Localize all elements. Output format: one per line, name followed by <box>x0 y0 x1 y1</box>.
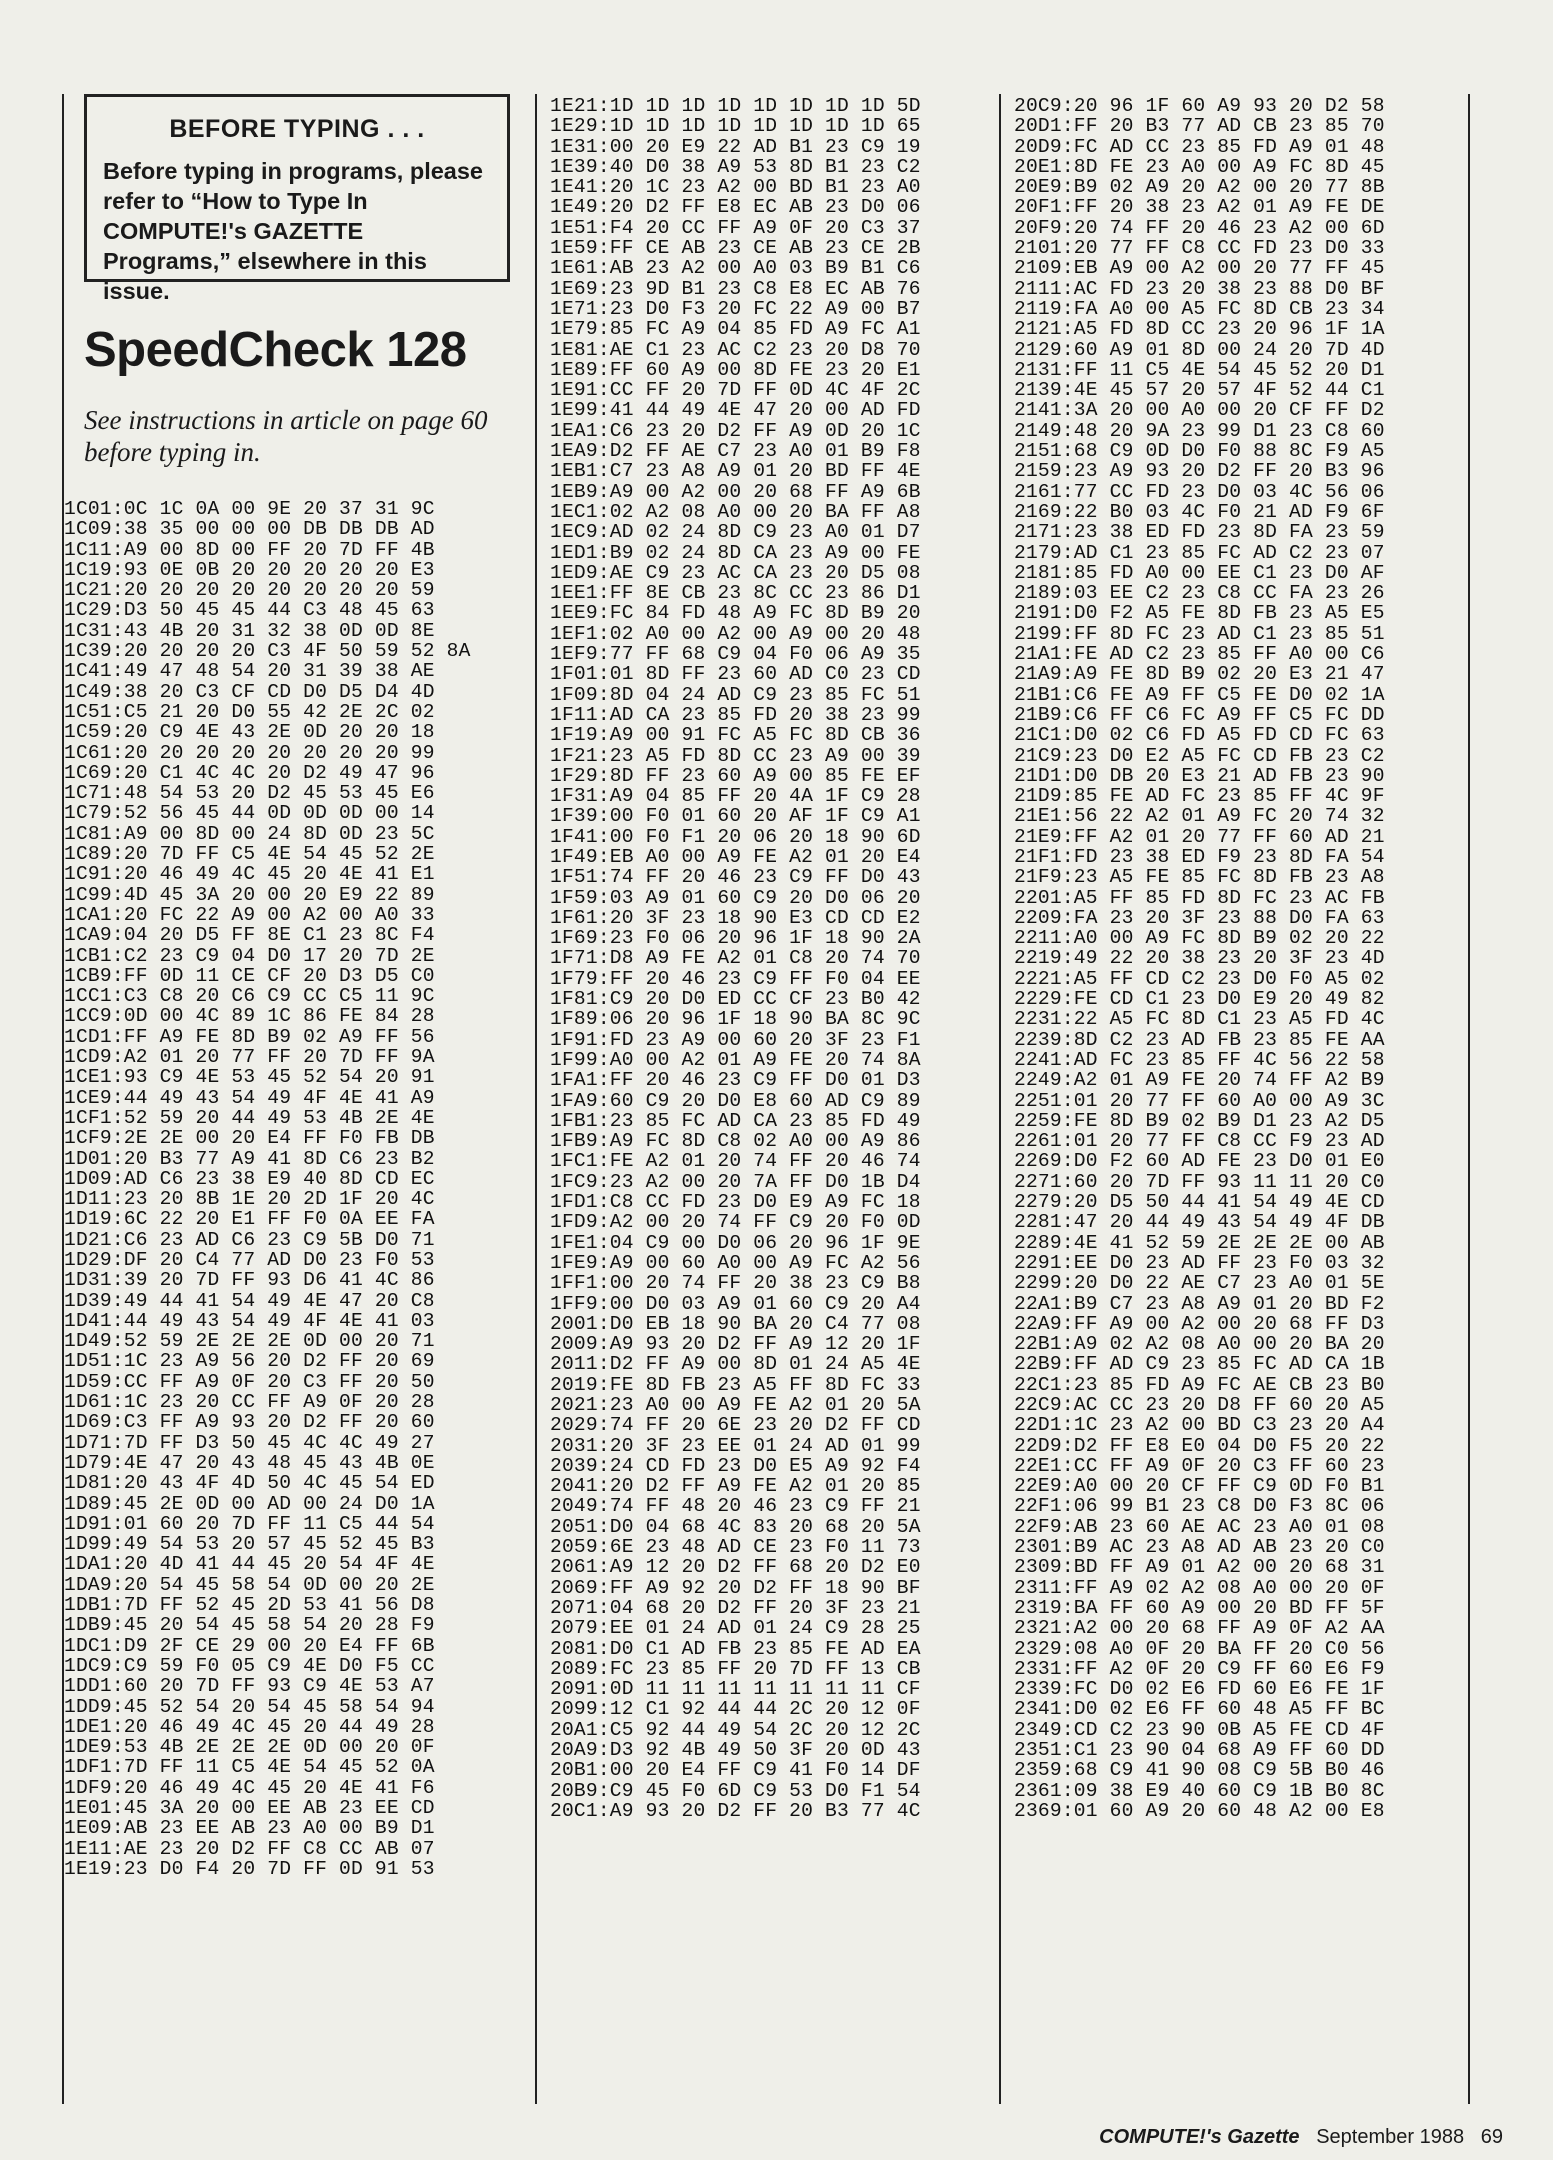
listing-line: 2131:FF 11 C5 4E 54 45 52 20 D1 <box>1014 358 1385 381</box>
listing-line: 1E99:41 44 49 4E 47 20 00 AD FD <box>550 399 921 422</box>
issue-date: September 1988 <box>1316 2126 1465 2148</box>
listing-line: 20F1:FF 20 38 23 A2 01 A9 FE DE <box>1014 196 1385 219</box>
listing-line: 1F99:A0 00 A2 01 A9 FE 20 74 8A <box>550 1048 921 1071</box>
listing-line: 1E29:1D 1D 1D 1D 1D 1D 1D 1D 65 <box>550 115 921 138</box>
listing-line: 2129:60 A9 01 8D 00 24 20 7D 4D <box>1014 338 1385 361</box>
article-instructions: See instructions in article on page 60 before typing in. <box>84 405 488 467</box>
listing-line: 1C39:20 20 20 20 C3 4F 50 59 52 8A <box>64 640 471 663</box>
listing-line: 1F61:20 3F 23 18 90 E3 CD CD E2 <box>550 906 921 929</box>
before-typing-notice <box>84 94 510 304</box>
listing-line: 22B1:A9 02 A2 08 A0 00 20 BA 20 <box>1014 1333 1385 1356</box>
listing-line: 20A1:C5 92 44 49 54 2C 20 12 2C <box>550 1718 921 1741</box>
listing-line: 2281:47 20 44 49 43 54 49 4F DB <box>1014 1211 1385 1234</box>
listing-line: 1DC1:D9 2F CE 29 00 20 E4 FF 6B <box>64 1634 435 1657</box>
listing-line: 1F11:AD CA 23 85 FD 20 38 23 99 <box>550 703 921 726</box>
listing-line: 2191:D0 F2 A5 FE 8D FB 23 A5 E5 <box>1014 602 1385 625</box>
listing-line: 1E31:00 20 E9 22 AD B1 23 C9 19 <box>550 135 921 158</box>
listing-line: 1FC1:FE A2 01 20 74 FF 20 46 74 <box>550 1150 921 1173</box>
column-divider-2 <box>999 94 1001 2104</box>
listing-line: 20C9:20 96 1F 60 A9 93 20 D2 58 <box>1014 95 1385 117</box>
listing-line: 1DE9:53 4B 2E 2E 2E 0D 00 20 0F <box>64 1736 435 1759</box>
listing-line: 2301:B9 AC 23 A8 AD AB 23 20 C0 <box>1014 1536 1385 1559</box>
listing-line: 21E1:56 22 A2 01 A9 FC 20 74 32 <box>1014 805 1385 828</box>
listing-line: 1D09:AD C6 23 38 E9 40 8D CD EC <box>64 1167 435 1190</box>
listing-column-2 <box>550 96 998 1821</box>
listing-line: 21F1:FD 23 38 ED F9 23 8D FA 54 <box>1014 845 1385 868</box>
listing-line: 1F91:FD 23 A9 00 60 20 3F 23 F1 <box>550 1028 921 1051</box>
listing-line: 1C99:4D 45 3A 20 00 20 E9 22 89 <box>64 883 435 906</box>
listing-line: 2151:68 C9 0D D0 F0 88 8C F9 A5 <box>1014 440 1385 463</box>
listing-line: 1E39:40 D0 38 A9 53 8D B1 23 C2 <box>550 155 921 178</box>
listing-line: 1FF9:00 D0 03 A9 01 60 C9 20 A4 <box>550 1292 921 1315</box>
listing-line: 1CE9:44 49 43 54 49 4F 4E 41 A9 <box>64 1086 435 1109</box>
listing-line: 2079:EE 01 24 AD 01 24 C9 28 25 <box>550 1617 921 1640</box>
listing-line: 2251:01 20 77 FF 60 A0 00 A9 3C <box>1014 1089 1385 1112</box>
listing-line: 2369:01 60 A9 20 60 48 A2 00 E8 <box>1014 1799 1385 1822</box>
listing-line: 1C01:0C 1C 0A 00 9E 20 37 31 9C <box>64 498 435 520</box>
listing-line: 1E19:23 D0 F4 20 7D FF 0D 91 53 <box>64 1857 435 1880</box>
listing-line: 1EF9:77 FF 68 C9 04 F0 06 A9 35 <box>550 643 921 666</box>
listing-line: 2119:FA A0 00 A5 FC 8D CB 23 34 <box>1014 297 1385 320</box>
listing-line: 20D9:FC AD CC 23 85 FD A9 01 48 <box>1014 135 1385 158</box>
listing-line: 1D11:23 20 8B 1E 20 2D 1F 20 4C <box>64 1188 435 1211</box>
listing-line: 1FD1:C8 CC FD 23 D0 E9 A9 FC 18 <box>550 1191 921 1214</box>
listing-line: 2319:BA FF 60 A9 00 20 BD FF 5F <box>1014 1596 1385 1619</box>
listing-line: 2169:22 B0 03 4C F0 21 AD F9 6F <box>1014 500 1385 523</box>
listing-line: 1C29:D3 50 45 45 44 C3 48 45 63 <box>64 599 435 622</box>
listing-line: 1F71:D8 A9 FE A2 01 C8 20 74 70 <box>550 947 921 970</box>
listing-line: 1E11:AE 23 20 D2 FF C8 CC AB 07 <box>64 1837 435 1860</box>
notice-heading: BEFORE TYPING . . . <box>169 115 425 143</box>
listing-line: 1F19:A9 00 91 FC A5 FC 8D CB 36 <box>550 724 921 747</box>
listing-line: 20D1:FF 20 B3 77 AD CB 23 85 70 <box>1014 115 1385 138</box>
listing-line: 1C49:38 20 C3 CF CD D0 D5 D4 4D <box>64 680 435 703</box>
listing-line: 2189:03 EE C2 23 C8 CC FA 23 26 <box>1014 582 1385 605</box>
listing-line: 1EA1:C6 23 20 D2 FF A9 0D 20 1C <box>550 419 921 442</box>
listing-line: 2139:4E 45 57 20 57 4F 52 44 C1 <box>1014 379 1385 402</box>
listing-line: 1EF1:02 A0 00 A2 00 A9 00 20 48 <box>550 622 921 645</box>
listing-line: 22A9:FF A9 00 A2 00 20 68 FF D3 <box>1014 1312 1385 1335</box>
listing-line: 1D49:52 59 2E 2E 2E 0D 00 20 71 <box>64 1330 435 1353</box>
listing-line: 22C9:AC CC 23 20 D8 FF 60 20 A5 <box>1014 1394 1385 1416</box>
listing-line: 22B9:FF AD C9 23 85 FC AD CA 1B <box>1014 1353 1385 1376</box>
listing-line: 2081:D0 C1 AD FB 23 85 FE AD EA <box>550 1637 921 1660</box>
listing-line: 1FA1:FF 20 46 23 C9 FF D0 01 D3 <box>550 1069 921 1092</box>
listing-line: 1CD1:FF A9 FE 8D B9 02 A9 FF 56 <box>64 1025 435 1048</box>
listing-line: 1E61:AB 23 A2 00 A0 03 B9 B1 C6 <box>550 257 921 280</box>
listing-line: 1EE9:FC 84 FD 48 A9 FC 8D B9 20 <box>550 602 921 625</box>
listing-line: 2121:A5 FD 8D CC 23 20 96 1F 1A <box>1014 318 1385 341</box>
listing-line: 2059:6E 23 48 AD CE 23 F0 11 73 <box>550 1536 921 1559</box>
listing-line: 1D61:1C 23 20 CC FF A9 0F 20 28 <box>64 1391 435 1414</box>
listing-line: 2031:20 3F 23 EE 01 24 AD 01 99 <box>550 1434 921 1457</box>
listing-line: 22F1:06 99 B1 23 C8 D0 F3 8C 06 <box>1014 1495 1385 1518</box>
listing-line: 20A9:D3 92 4B 49 50 3F 20 0D 43 <box>550 1739 921 1762</box>
listing-line: 2339:FC D0 02 E6 FD 60 E6 FE 1F <box>1014 1678 1385 1701</box>
listing-line: 1D39:49 44 41 54 49 4E 47 20 C8 <box>64 1289 435 1312</box>
listing-line: 2299:20 D0 22 AE C7 23 A0 01 5E <box>1014 1272 1385 1295</box>
listing-line: 1F21:23 A5 FD 8D CC 23 A9 00 39 <box>550 744 921 767</box>
listing-line: 2231:22 A5 FC 8D C1 23 A5 FD 4C <box>1014 1008 1385 1031</box>
listing-line: 1D01:20 B3 77 A9 41 8D C6 23 B2 <box>64 1147 435 1170</box>
listing-line: 21B9:C6 FF C6 FC A9 FF C5 FC DD <box>1014 703 1385 726</box>
listing-line: 2271:60 20 7D FF 93 11 11 20 C0 <box>1014 1170 1385 1193</box>
listing-line: 1C69:20 C1 4C 4C 20 D2 49 47 96 <box>64 761 435 784</box>
listing-line: 2171:23 38 ED FD 23 8D FA 23 59 <box>1014 521 1385 544</box>
magazine-name: COMPUTE!'s Gazette <box>1099 2126 1300 2148</box>
listing-line: 2101:20 77 FF C8 CC FD 23 D0 33 <box>1014 237 1385 260</box>
listing-line: 2049:74 FF 48 20 46 23 C9 FF 21 <box>550 1495 921 1518</box>
listing-line: 1C91:20 46 49 4C 45 20 4E 41 E1 <box>64 863 435 886</box>
listing-line: 1C31:43 4B 20 31 32 38 0D 0D 8E <box>64 619 435 642</box>
listing-line: 1E51:F4 20 CC FF A9 0F 20 C3 37 <box>550 216 921 239</box>
listing-line: 1FB9:A9 FC 8D C8 02 A0 00 A9 86 <box>550 1130 921 1153</box>
listing-line: 1DC9:C9 59 F0 05 C9 4E D0 F5 CC <box>64 1654 435 1677</box>
listing-line: 2041:20 D2 FF A9 FE A2 01 20 85 <box>550 1475 921 1498</box>
listing-line: 22E9:A0 00 20 CF FF C9 0D F0 B1 <box>1014 1475 1385 1498</box>
listing-line: 1F09:8D 04 24 AD C9 23 85 FC 51 <box>550 683 921 706</box>
listing-line: 2229:FE CD C1 23 D0 E9 20 49 82 <box>1014 988 1385 1011</box>
listing-line: 1FD9:A2 00 20 74 FF C9 20 F0 0D <box>550 1211 921 1234</box>
listing-line: 1CF1:52 59 20 44 49 53 4B 2E 4E <box>64 1106 435 1129</box>
article-title: SpeedCheck 128 <box>84 323 467 377</box>
listing-line: 1DB1:7D FF 52 45 2D 53 41 56 D8 <box>64 1594 435 1617</box>
listing-line: 1F49:EB A0 00 A9 FE A2 01 20 E4 <box>550 845 921 868</box>
listing-line: 2051:D0 04 68 4C 83 20 68 20 5A <box>550 1515 921 1538</box>
listing-line: 21D9:85 FE AD FC 23 85 FF 4C 9F <box>1014 785 1385 808</box>
listing-line: 1D41:44 49 43 54 49 4F 4E 41 03 <box>64 1309 435 1332</box>
listing-line: 2311:FF A9 02 A2 08 A0 00 20 0F <box>1014 1576 1385 1599</box>
listing-line: 1CC1:C3 C8 20 C6 C9 CC C5 11 9C <box>64 985 435 1008</box>
listing-line: 1DA9:20 54 45 58 54 0D 00 20 2E <box>64 1573 435 1596</box>
listing-line: 20B9:C9 45 F0 6D C9 53 D0 F1 54 <box>550 1779 921 1802</box>
listing-line: 1DD9:45 52 54 20 54 45 58 54 94 <box>64 1695 435 1718</box>
listing-lines <box>550 96 998 1821</box>
listing-line: 1CB9:FF 0D 11 CE CF 20 D3 D5 C0 <box>64 964 435 987</box>
listing-line: 1E71:23 D0 F3 20 FC 22 A9 00 B7 <box>550 297 921 320</box>
listing-line: 2021:23 A0 00 A9 FE A2 01 20 5A <box>550 1394 921 1416</box>
listing-line: 1DF9:20 46 49 4C 45 20 4E 41 F6 <box>64 1776 435 1799</box>
listing-line: 1D79:4E 47 20 43 48 45 43 4B 0E <box>64 1451 435 1474</box>
listing-line: 1C41:49 47 48 54 20 31 39 38 AE <box>64 660 435 683</box>
listing-line: 1E69:23 9D B1 23 C8 E8 EC AB 76 <box>550 277 921 300</box>
listing-line: 1FC9:23 A2 00 20 7A FF D0 1B D4 <box>550 1170 921 1193</box>
listing-line: 2111:AC FD 23 20 38 23 88 D0 BF <box>1014 277 1385 300</box>
listing-line: 1D21:C6 23 AD C6 23 C9 5B D0 71 <box>64 1228 435 1251</box>
listing-line: 1D31:39 20 7D FF 93 D6 41 4C 86 <box>64 1269 435 1292</box>
listing-line: 2011:D2 FF A9 00 8D 01 24 A5 4E <box>550 1353 921 1376</box>
listing-line: 1F29:8D FF 23 60 A9 00 85 FE EF <box>550 764 921 787</box>
listing-line: 1EC1:02 A2 08 A0 00 20 BA FF A8 <box>550 500 921 523</box>
listing-line: 2351:C1 23 90 04 68 A9 FF 60 DD <box>1014 1739 1385 1762</box>
listing-line: 1CB1:C2 23 C9 04 D0 17 20 7D 2E <box>64 944 435 967</box>
listing-line: 2159:23 A9 93 20 D2 FF 20 B3 96 <box>1014 460 1385 483</box>
listing-line: 21A1:FE AD C2 23 85 FF A0 00 C6 <box>1014 643 1385 666</box>
listing-line: 1D19:6C 22 20 E1 FF F0 0A EE FA <box>64 1208 435 1231</box>
listing-line: 1E21:1D 1D 1D 1D 1D 1D 1D 1D 5D <box>550 95 921 117</box>
listing-line: 1CE1:93 C9 4E 53 45 52 54 20 91 <box>64 1066 435 1089</box>
listing-line: 2279:20 D5 50 44 41 54 49 4E CD <box>1014 1191 1385 1214</box>
listing-line: 2179:AD C1 23 85 FC AD C2 23 07 <box>1014 541 1385 564</box>
listing-line: 2361:09 38 E9 40 60 C9 1B B0 8C <box>1014 1779 1385 1802</box>
listing-line: 1D91:01 60 20 7D FF 11 C5 44 54 <box>64 1512 435 1535</box>
listing-line: 22E1:CC FF A9 0F 20 C3 FF 60 23 <box>1014 1454 1385 1477</box>
listing-line: 2291:EE D0 23 AD FF 23 F0 03 32 <box>1014 1251 1385 1274</box>
listing-line: 21D1:D0 DB 20 E3 21 AD FB 23 90 <box>1014 764 1385 787</box>
page-number: 69 <box>1480 2126 1503 2148</box>
listing-line: 22F9:AB 23 60 AE AC 23 A0 01 08 <box>1014 1515 1385 1538</box>
listing-line: 2019:FE 8D FB 23 A5 FF 8D FC 33 <box>550 1373 921 1396</box>
listing-line: 1CF9:2E 2E 00 20 E4 FF F0 FB DB <box>64 1127 435 1150</box>
listing-column-3 <box>1014 96 1466 1821</box>
listing-line: 1C59:20 C9 4E 43 2E 0D 20 20 18 <box>64 721 435 744</box>
listing-line: 22A1:B9 C7 23 A8 A9 01 20 BD F2 <box>1014 1292 1385 1315</box>
listing-line: 1FE1:04 C9 00 D0 06 20 96 1F 9E <box>550 1231 921 1254</box>
listing-line: 2091:0D 11 11 11 11 11 11 11 CF <box>550 1678 921 1701</box>
listing-line: 2161:77 CC FD 23 D0 03 4C 56 06 <box>1014 480 1385 503</box>
listing-line: 1D89:45 2E 0D 00 AD 00 24 D0 1A <box>64 1492 435 1515</box>
listing-line: 20E1:8D FE 23 A0 00 A9 FC 8D 45 <box>1014 155 1385 178</box>
listing-line: 1DD1:60 20 7D FF 93 C9 4E 53 A7 <box>64 1675 435 1698</box>
right-column-rule <box>1468 94 1470 2104</box>
listing-line: 2061:A9 12 20 D2 FF 68 20 D2 E0 <box>550 1556 921 1579</box>
listing-line: 1EB1:C7 23 A8 A9 01 20 BD FF 4E <box>550 460 921 483</box>
listing-line: 1FF1:00 20 74 FF 20 38 23 C9 B8 <box>550 1272 921 1295</box>
listing-line: 1C21:20 20 20 20 20 20 20 20 59 <box>64 579 435 602</box>
listing-line: 1F79:FF 20 46 23 C9 FF F0 04 EE <box>550 967 921 990</box>
listing-line: 1D99:49 54 53 20 57 45 52 45 B3 <box>64 1533 435 1556</box>
listing-line: 2359:68 C9 41 90 08 C9 5B B0 46 <box>1014 1759 1385 1782</box>
listing-line: 1F39:00 F0 01 60 20 AF 1F C9 A1 <box>550 805 921 828</box>
listing-line: 2199:FF 8D FC 23 AD C1 23 85 51 <box>1014 622 1385 645</box>
listing-line: 21B1:C6 FE A9 FF C5 FE D0 02 1A <box>1014 683 1385 706</box>
listing-line: 1DE1:20 46 49 4C 45 20 44 49 28 <box>64 1715 435 1738</box>
listing-line: 21C9:23 D0 E2 A5 FC CD FB 23 C2 <box>1014 744 1385 767</box>
listing-lines <box>1014 96 1466 1821</box>
listing-line: 20F9:20 74 FF 20 46 23 A2 00 6D <box>1014 216 1385 239</box>
column-divider-1 <box>535 94 537 2104</box>
listing-line: 21E9:FF A2 01 20 77 FF 60 AD 21 <box>1014 825 1385 848</box>
listing-line: 2141:3A 20 00 A0 00 20 CF FF D2 <box>1014 399 1385 422</box>
listing-line: 1F41:00 F0 F1 20 06 20 18 90 6D <box>550 825 921 848</box>
listing-line: 2269:D0 F2 60 AD FE 23 D0 01 E0 <box>1014 1150 1385 1173</box>
listing-line: 1C89:20 7D FF C5 4E 54 45 52 2E <box>64 843 435 866</box>
listing-line: 1FA9:60 C9 20 D0 E8 60 AD C9 89 <box>550 1089 921 1112</box>
listing-line: 1CC9:0D 00 4C 89 1C 86 FE 84 28 <box>64 1005 435 1028</box>
listing-line: 1E59:FF CE AB 23 CE AB 23 CE 2B <box>550 237 921 260</box>
listing-line: 2309:BD FF A9 01 A2 00 20 68 31 <box>1014 1556 1385 1579</box>
listing-line: 1C51:C5 21 20 D0 55 42 2E 2C 02 <box>64 700 435 723</box>
listing-line: 2069:FF A9 92 20 D2 FF 18 90 BF <box>550 1576 921 1599</box>
listing-line: 2029:74 FF 20 6E 23 20 D2 FF CD <box>550 1414 921 1437</box>
listing-line: 2089:FC 23 85 FF 20 7D FF 13 CB <box>550 1657 921 1680</box>
listing-line: 2149:48 20 9A 23 99 D1 23 C8 60 <box>1014 419 1385 442</box>
listing-line: 1EE1:FF 8E CB 23 8C CC 23 86 D1 <box>550 582 921 605</box>
listing-line: 1DA1:20 4D 41 44 45 20 54 4F 4E <box>64 1553 435 1576</box>
listing-line: 1D81:20 43 4F 4D 50 4C 45 54 ED <box>64 1472 435 1495</box>
listing-line: 1CA9:04 20 D5 FF 8E C1 23 8C F4 <box>64 924 435 947</box>
listing-line: 1F69:23 F0 06 20 96 1F 18 90 2A <box>550 927 921 950</box>
listing-line: 1CA1:20 FC 22 A9 00 A2 00 A0 33 <box>64 903 435 926</box>
listing-line: 22D9:D2 FF E8 E0 04 D0 F5 20 22 <box>1014 1434 1385 1457</box>
listing-line: 1DF1:7D FF 11 C5 4E 54 45 52 0A <box>64 1756 435 1779</box>
listing-line: 1ED9:AE C9 23 AC CA 23 20 D5 08 <box>550 561 921 584</box>
listing-line: 1C79:52 56 45 44 0D 0D 0D 00 14 <box>64 802 435 825</box>
listing-column-1 <box>64 499 534 1879</box>
listing-line: 2099:12 C1 92 44 44 2C 20 12 0F <box>550 1698 921 1721</box>
listing-line: 1EB9:A9 00 A2 00 20 68 FF A9 6B <box>550 480 921 503</box>
listing-line: 21F9:23 A5 FE 85 FC 8D FB 23 A8 <box>1014 866 1385 889</box>
listing-line: 1ED1:B9 02 24 8D CA 23 A9 00 FE <box>550 541 921 564</box>
listing-line: 1C71:48 54 53 20 D2 45 53 45 E6 <box>64 782 435 805</box>
listing-line: 2329:08 A0 0F 20 BA FF 20 C0 56 <box>1014 1637 1385 1660</box>
listing-line: 2009:A9 93 20 D2 FF A9 12 20 1F <box>550 1333 921 1356</box>
listing-line: 1E79:85 FC A9 04 85 FD A9 FC A1 <box>550 318 921 341</box>
listing-line: 1FE9:A9 00 60 A0 00 A9 FC A2 56 <box>550 1251 921 1274</box>
listing-line: 1F51:74 FF 20 46 23 C9 FF D0 43 <box>550 866 921 889</box>
listing-line: 1F01:01 8D FF 23 60 AD C0 23 CD <box>550 663 921 686</box>
listing-line: 21C1:D0 02 C6 FD A5 FD CD FC 63 <box>1014 724 1385 747</box>
listing-line: 1C19:93 0E 0B 20 20 20 20 20 E3 <box>64 558 435 581</box>
listing-line: 1E41:20 1C 23 A2 00 BD B1 23 A0 <box>550 176 921 199</box>
page-footer <box>1099 2126 1503 2149</box>
listing-line: 1D51:1C 23 A9 56 20 D2 FF 20 69 <box>64 1350 435 1373</box>
listing-line: 1EA9:D2 FF AE C7 23 A0 01 B9 F8 <box>550 440 921 463</box>
listing-line: 1F89:06 20 96 1F 18 90 BA 8C 9C <box>550 1008 921 1031</box>
listing-line: 1EC9:AD 02 24 8D C9 23 A0 01 D7 <box>550 521 921 544</box>
listing-line: 2219:49 22 20 38 23 20 3F 23 4D <box>1014 947 1385 970</box>
notice-text: Before typing in programs, please refer to “How to Type In COMPUTE!'s GAZETTE Programs,” elsewhere in this issue. <box>103 158 484 304</box>
listing-line: 1E91:CC FF 20 7D FF 0D 4C 4F 2C <box>550 379 921 402</box>
listing-line: 1E01:45 3A 20 00 EE AB 23 EE CD <box>64 1797 435 1819</box>
listing-line: 2039:24 CD FD 23 D0 E5 A9 92 F4 <box>550 1454 921 1477</box>
listing-line: 1E89:FF 60 A9 00 8D FE 23 20 E1 <box>550 358 921 381</box>
listing-lines <box>64 499 534 1879</box>
listing-line: 2261:01 20 77 FF C8 CC F9 23 AD <box>1014 1130 1385 1153</box>
listing-line: 2221:A5 FF CD C2 23 D0 F0 A5 02 <box>1014 967 1385 990</box>
listing-line: 21A9:A9 FE 8D B9 02 20 E3 21 47 <box>1014 663 1385 686</box>
listing-line: 2241:AD FC 23 85 FF 4C 56 22 58 <box>1014 1048 1385 1071</box>
listing-line: 1C11:A9 00 8D 00 FF 20 7D FF 4B <box>64 538 435 561</box>
listing-line: 2211:A0 00 A9 FC 8D B9 02 20 22 <box>1014 927 1385 950</box>
listing-line: 1D71:7D FF D3 50 45 4C 4C 49 27 <box>64 1431 435 1454</box>
listing-line: 1DB9:45 20 54 45 58 54 20 28 F9 <box>64 1614 435 1637</box>
listing-line: 1E49:20 D2 FF E8 EC AB 23 D0 06 <box>550 196 921 219</box>
listing-line: 2071:04 68 20 D2 FF 20 3F 23 21 <box>550 1596 921 1619</box>
listing-line: 1F59:03 A9 01 60 C9 20 D0 06 20 <box>550 886 921 909</box>
listing-line: 20B1:00 20 E4 FF C9 41 F0 14 DF <box>550 1759 921 1782</box>
listing-line: 22C1:23 85 FD A9 FC AE CB 23 B0 <box>1014 1373 1385 1396</box>
listing-line: 1F81:C9 20 D0 ED CC CF 23 B0 42 <box>550 988 921 1011</box>
listing-line: 1FB1:23 85 FC AD CA 23 85 FD 49 <box>550 1109 921 1132</box>
listing-line: 2109:EB A9 00 A2 00 20 77 FF 45 <box>1014 257 1385 280</box>
listing-line: 1C81:A9 00 8D 00 24 8D 0D 23 5C <box>64 822 435 845</box>
listing-line: 2321:A2 00 20 68 FF A9 0F A2 AA <box>1014 1617 1385 1640</box>
listing-line: 2289:4E 41 52 59 2E 2E 2E 00 AB <box>1014 1231 1385 1254</box>
listing-line: 2201:A5 FF 85 FD 8D FC 23 AC FB <box>1014 886 1385 909</box>
listing-line: 22D1:1C 23 A2 00 BD C3 23 20 A4 <box>1014 1414 1385 1437</box>
listing-line: 2331:FF A2 0F 20 C9 FF 60 E6 F9 <box>1014 1657 1385 1680</box>
listing-line: 2249:A2 01 A9 FE 20 74 FF A2 B9 <box>1014 1069 1385 1092</box>
listing-line: 2239:8D C2 23 AD FB 23 85 FE AA <box>1014 1028 1385 1051</box>
listing-line: 2001:D0 EB 18 90 BA 20 C4 77 08 <box>550 1312 921 1335</box>
listing-line: 2341:D0 02 E6 FF 60 48 A5 FF BC <box>1014 1698 1385 1721</box>
listing-line: 1D29:DF 20 C4 77 AD D0 23 F0 53 <box>64 1248 435 1271</box>
listing-line: 1E09:AB 23 EE AB 23 A0 00 B9 D1 <box>64 1817 435 1840</box>
listing-line: 1D59:CC FF A9 0F 20 C3 FF 20 50 <box>64 1370 435 1393</box>
listing-line: 20C1:A9 93 20 D2 FF 20 B3 77 4C <box>550 1799 921 1822</box>
listing-line: 2181:85 FD A0 00 EE C1 23 D0 AF <box>1014 561 1385 584</box>
listing-line: 2349:CD C2 23 90 0B A5 FE CD 4F <box>1014 1718 1385 1741</box>
listing-line: 2209:FA 23 20 3F 23 88 D0 FA 63 <box>1014 906 1385 929</box>
listing-line: 20E9:B9 02 A9 20 A2 00 20 77 8B <box>1014 176 1385 199</box>
listing-line: 1CD9:A2 01 20 77 FF 20 7D FF 9A <box>64 1046 435 1069</box>
listing-line: 1C09:38 35 00 00 00 DB DB DB AD <box>64 518 435 541</box>
listing-line: 1C61:20 20 20 20 20 20 20 20 99 <box>64 741 435 764</box>
listing-line: 1E81:AE C1 23 AC C2 23 20 D8 70 <box>550 338 921 361</box>
listing-line: 2259:FE 8D B9 02 B9 D1 23 A2 D5 <box>1014 1109 1385 1132</box>
listing-line: 1F31:A9 04 85 FF 20 4A 1F C9 28 <box>550 785 921 808</box>
listing-line: 1D69:C3 FF A9 93 20 D2 FF 20 60 <box>64 1411 435 1434</box>
